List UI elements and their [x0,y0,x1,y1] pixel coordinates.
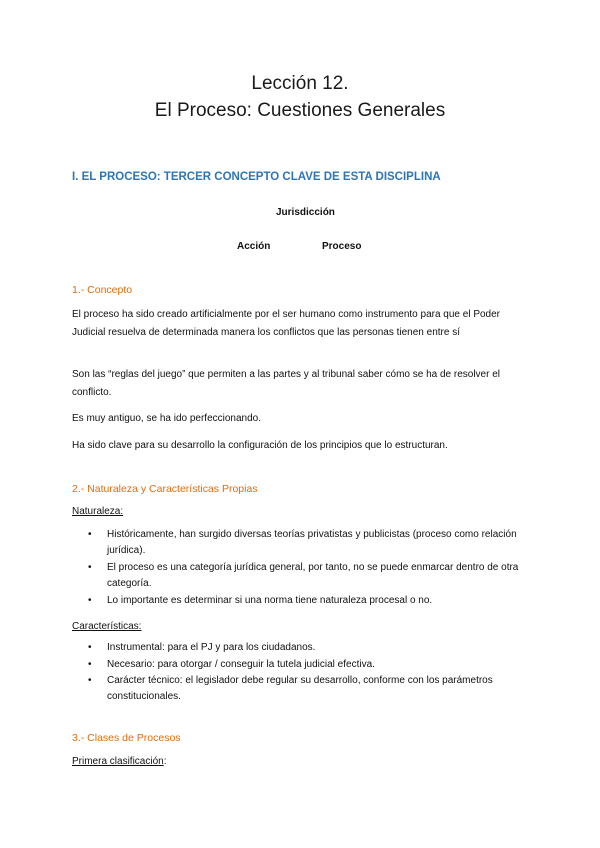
bullet-icon: • [88,659,92,670]
list-item [88,593,533,609]
concepto-heading: 1.- Concepto [72,284,133,296]
list-item [88,640,533,656]
caracteristicas-label: Características: [72,621,142,632]
lesson-number: Lección 12. [251,73,349,94]
bullet-icon: • [88,642,92,653]
list-item [88,560,533,592]
diagram-jurisdiccion: Jurisdicción [276,207,335,218]
diagram-proceso: Proceso [322,241,362,252]
clases-heading: 3.- Clases de Procesos [72,732,181,744]
bullet-icon: • [88,562,92,573]
section-heading: I. EL PROCESO: TERCER CONCEPTO CLAVE DE ESTA DISCIPLINA [72,171,441,183]
list-item-text: Necesario: para otorgar / conseguir la tutela judicial efectiva. [107,659,375,670]
concepto-paragraph-3: Es muy antiguo, se ha ido perfeccionando. [72,413,262,424]
naturaleza-label: Naturaleza: [72,506,124,517]
bullet-icon: • [88,529,92,540]
lesson-title: El Proceso: Cuestiones Generales [154,100,446,121]
primera-clasificacion-label: Primera clasificación [72,756,164,767]
list-item-text: Históricamente, han surgido diversas teorías privatistas y publicistas (proceso como relación jurídica). [107,529,517,556]
concepto-paragraph-2: Son las “reglas del juego” que permiten a las partes y al tribunal saber cómo se ha de resolver el conflicto. [72,369,501,398]
bullet-icon: • [88,675,92,686]
label-suffix: : [163,756,167,767]
list-item-text: Carácter técnico: el legislador debe regular su desarrollo, conforme con los parámetros constitucionales. [107,675,493,702]
list-item-text: El proceso es una categoría jurídica general, por tanto, no se puede enmarcar dentro de otra categoría. [107,562,519,589]
list-item [88,527,533,559]
list-item [88,657,533,673]
list-item-text: Instrumental: para el PJ y para los ciudadanos. [107,642,316,653]
list-item [88,673,533,705]
bullet-icon: • [88,595,92,606]
naturaleza-heading: 2.- Naturaleza y Características Propias [72,483,258,495]
concepto-paragraph-1: El proceso ha sido creado artificialmente por el ser humano como instrumento para que el Poder Judicial resuelva de determinada manera los conflictos que las personas tienen entre sí [72,309,501,338]
list-item-text: Lo importante es determinar si una norma tiene naturaleza procesal o no. [107,595,433,606]
concepto-paragraph-4: Ha sido clave para su desarrollo la configuración de los principios que lo estructuran. [72,440,448,451]
clases-label-line [72,753,532,771]
diagram-accion: Acción [237,241,271,252]
